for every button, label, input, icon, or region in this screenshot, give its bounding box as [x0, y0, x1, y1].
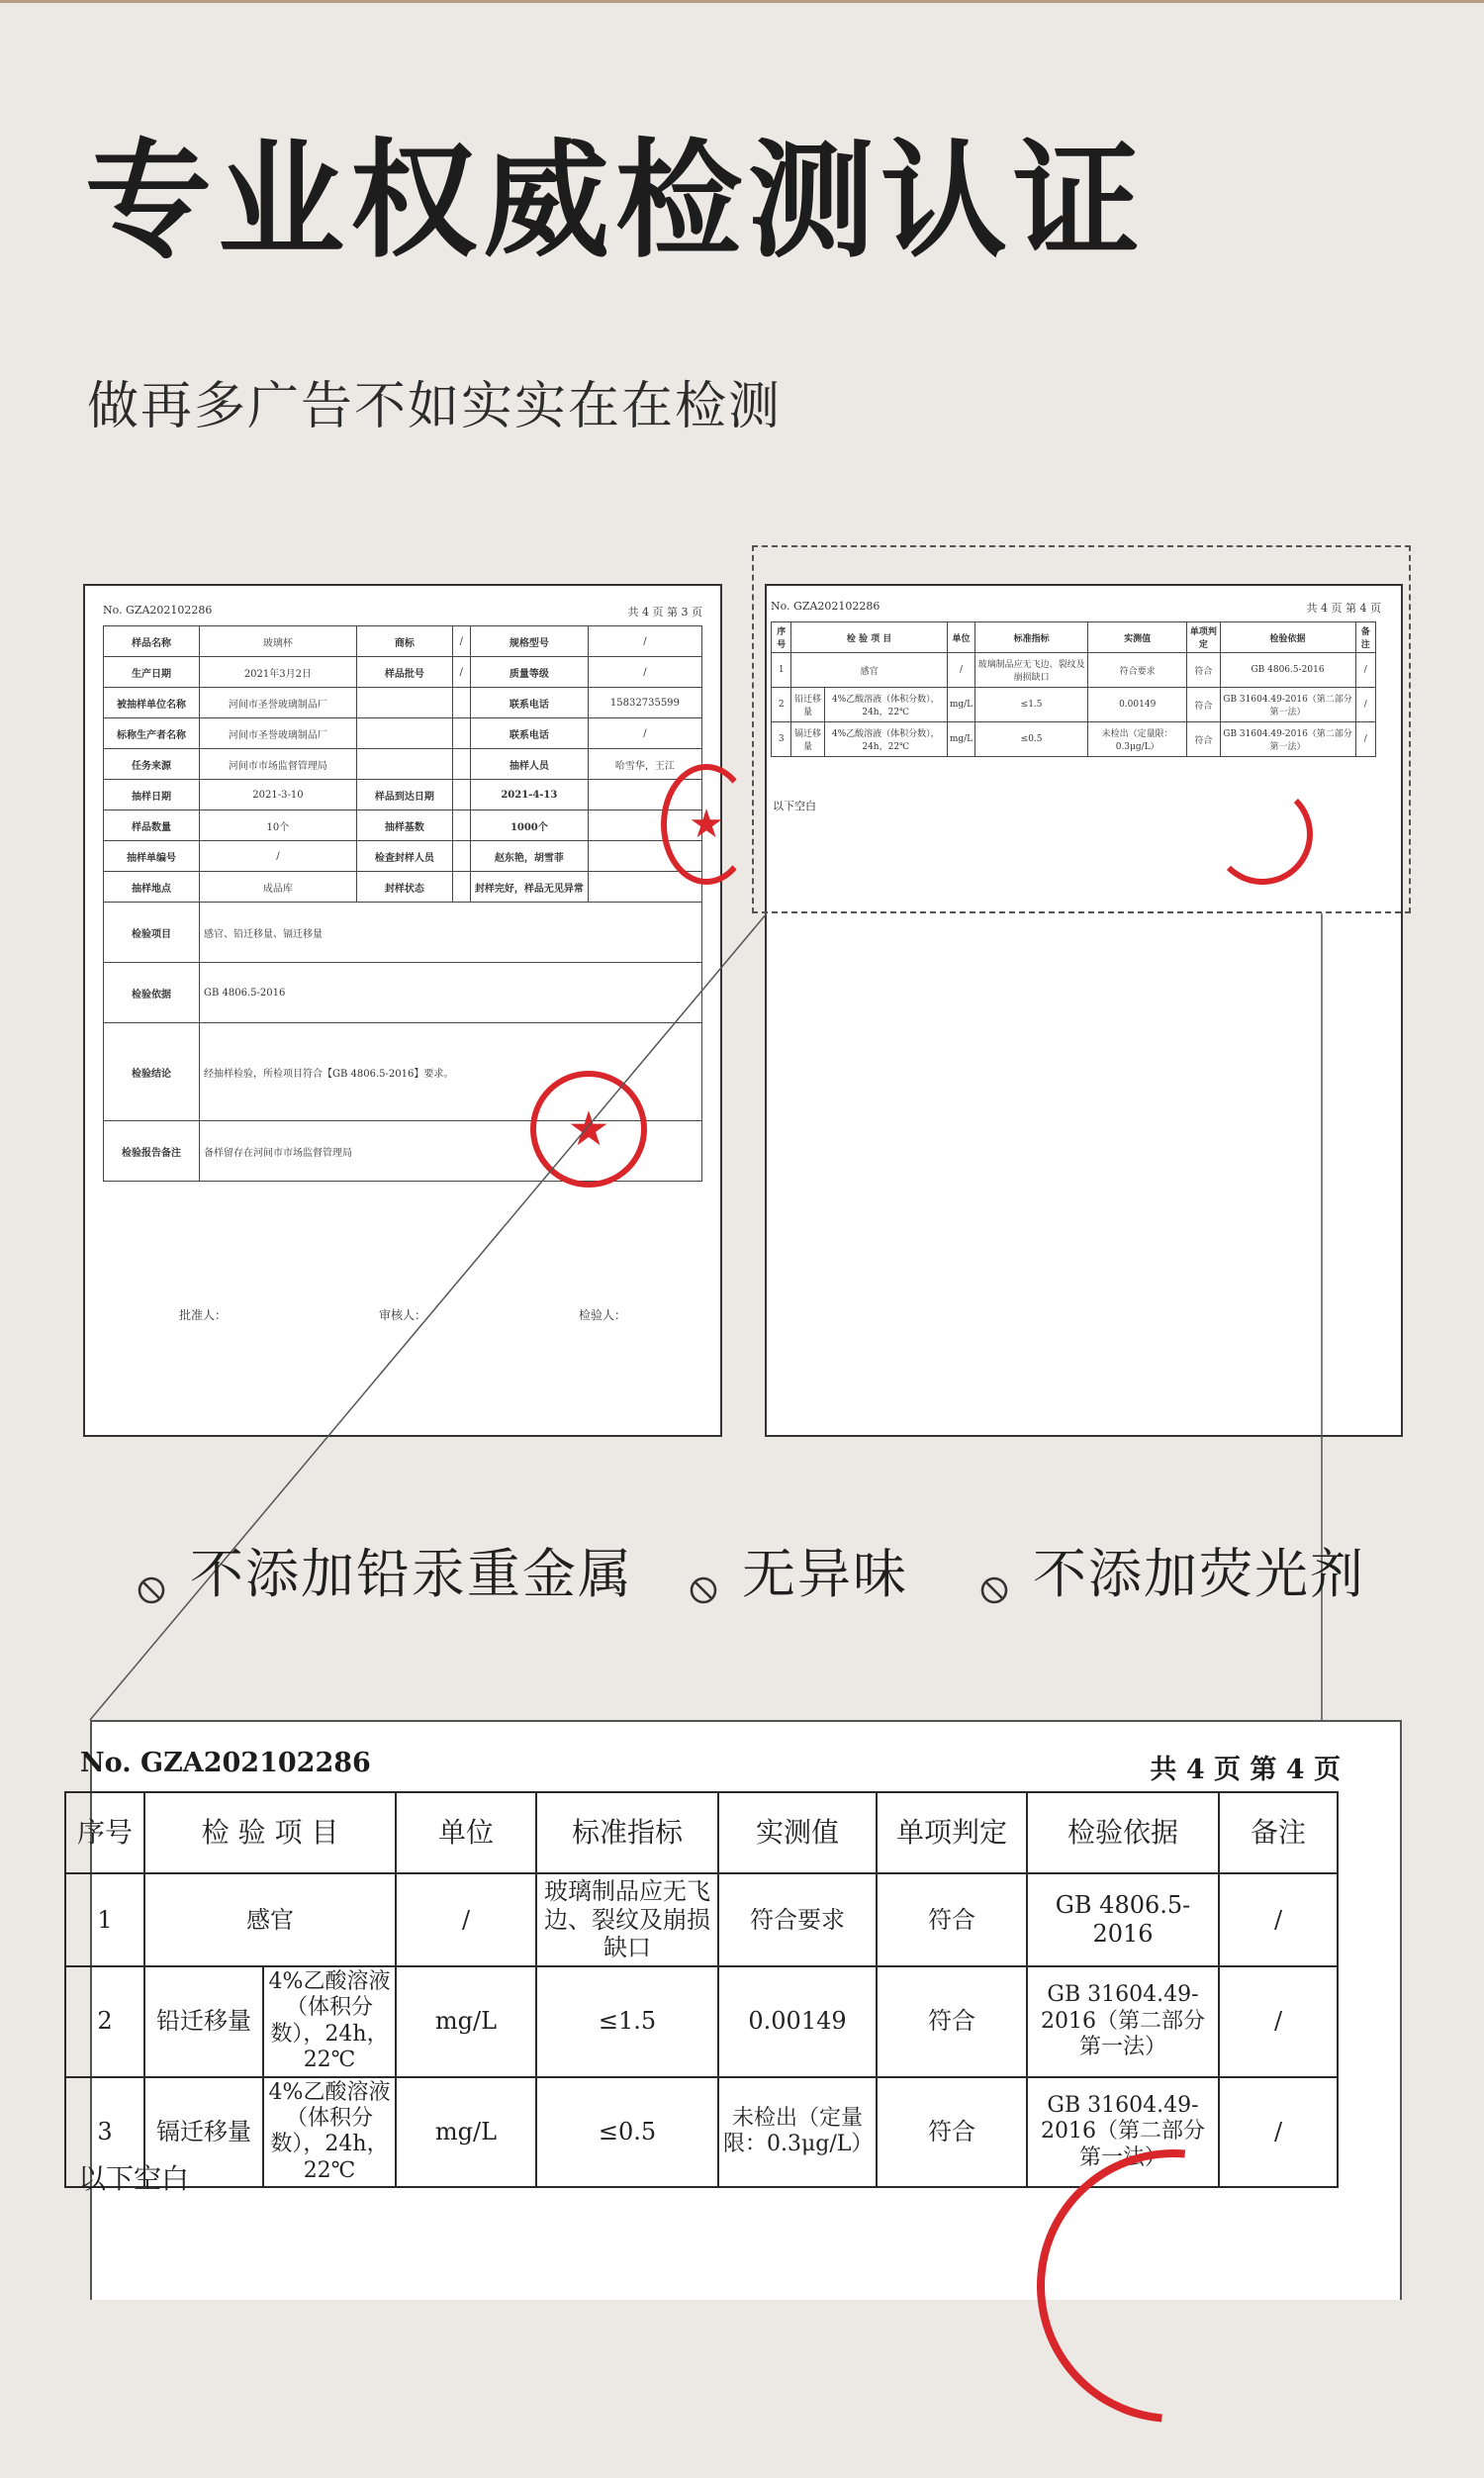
info-row: 检验结论 经抽样检验，所检项目符合【GB 4806.5-2016】要求。: [104, 1023, 702, 1121]
col-header: 标准指标: [975, 622, 1088, 653]
zoomed-report: [76, 1720, 1402, 2300]
info-cell: 联系电话: [470, 688, 588, 718]
page-indicator: 共 4 页 第 4 页: [1306, 602, 1381, 615]
table-cell: 2: [772, 688, 791, 722]
page-subtitle: 做再多广告不如实实在在检测: [87, 377, 783, 436]
feature-label: 不添加荧光剂: [1033, 1543, 1365, 1605]
feature-item: [137, 1532, 633, 1608]
info-cell: /: [452, 657, 470, 688]
col-header: 检验依据: [1220, 622, 1355, 653]
ban-icon: [979, 1556, 1009, 1585]
page-title: 专业权威检测认证: [85, 128, 1147, 275]
table-cell: 感官: [791, 653, 947, 688]
ban-icon: [689, 1556, 718, 1585]
info-cell: 任务来源: [104, 749, 200, 780]
table-row: 3 镉迁移量 4%乙酸溶液（体积分数），24h，22℃ mg/L ≤0.5 未检出（定量限：0.3μg/L） 符合 GB 31604.49-2016（第二部分第一法） /: [65, 2077, 1338, 2188]
info-cell: 2021年3月2日: [200, 657, 357, 688]
info-cell: 河间市圣誉玻璃制品厂: [200, 718, 357, 749]
info-cell: 标称生产者名称: [104, 718, 200, 749]
col-header: 备注: [1219, 1792, 1338, 1873]
table-cell: /: [1355, 688, 1376, 722]
blank-note: 以下空白: [773, 800, 816, 812]
info-cell: 规格型号: [470, 626, 588, 657]
info-cell: /: [200, 841, 357, 872]
info-cell: 商标: [356, 626, 452, 657]
table-cell: 符合: [1187, 722, 1220, 757]
feature-item: [979, 1532, 1365, 1608]
col-header: 检 验 项 目: [144, 1792, 396, 1873]
feature-label: 不添加铅汞重金属: [190, 1543, 633, 1605]
info-cell: 联系电话: [470, 718, 588, 749]
test-results-table: [64, 1791, 1339, 2188]
info-row: 检验报告备注 备样留存在河间市市场监督管理局: [104, 1121, 702, 1182]
info-cell: 2021-3-10: [200, 780, 357, 810]
table-cell: ≤0.5: [975, 722, 1088, 757]
table-cell: 1: [772, 653, 791, 688]
info-cell: 抽样日期: [104, 780, 200, 810]
info-cell: 抽样单编号: [104, 841, 200, 872]
page-indicator: 共 4 页 第 4 页: [1150, 1755, 1341, 1785]
info-cell: 10个: [200, 810, 357, 841]
feature-list: [0, 1532, 1484, 1611]
blank-note: 以下空白: [78, 2162, 190, 2195]
table-cell: 符合: [1187, 688, 1220, 722]
info-cell: 检查封样人员: [356, 841, 452, 872]
info-cell: 2021-4-13: [470, 780, 588, 810]
report-number: No. GZA202102286: [80, 1748, 371, 1778]
table-cell: 符合: [1187, 653, 1220, 688]
table-row: 2 铅迁移量 4%乙酸溶液（体积分数），24h，22℃ mg/L ≤1.5 0.00149 符合 GB 31604.49-2016（第二部分第一法） /: [65, 1966, 1338, 2077]
col-header: 实测值: [718, 1792, 877, 1873]
info-cell: 封样状态: [356, 872, 452, 903]
info-cell: 抽样人员: [470, 749, 588, 780]
info-row: 检验依据 GB 4806.5-2016: [104, 963, 702, 1023]
report-number: No. GZA202102286: [103, 604, 213, 617]
col-header: 单位: [396, 1792, 536, 1873]
info-cell: 样品到达日期: [356, 780, 452, 810]
info-cell: /: [452, 626, 470, 657]
info-cell: /: [588, 626, 701, 657]
col-header: 单位: [947, 622, 974, 653]
table-cell: GB 31604.49-2016（第二部分第一法）: [1220, 722, 1355, 757]
col-header: 序号: [772, 622, 791, 653]
col-header: 标准指标: [536, 1792, 718, 1873]
info-cell: 样品数量: [104, 810, 200, 841]
table-cell: mg/L: [947, 722, 974, 757]
table-cell: 符合要求: [1088, 653, 1187, 688]
table-cell: /: [1355, 722, 1376, 757]
feature-item: [689, 1532, 908, 1608]
info-cell: 赵东艳，胡雪菲: [470, 841, 588, 872]
info-cell: 生产日期: [104, 657, 200, 688]
table-cell: 3: [772, 722, 791, 757]
feature-label: 无异味: [742, 1543, 908, 1605]
table-cell: /: [1355, 653, 1376, 688]
col-header: 备注: [1355, 622, 1376, 653]
col-header: 检验依据: [1027, 1792, 1219, 1873]
official-seal-icon: ★: [530, 1071, 647, 1188]
info-cell: 哈雪华，王江: [588, 749, 701, 780]
zoomed-report-header: [80, 1748, 1341, 1786]
info-cell: 抽样地点: [104, 872, 200, 903]
info-cell: 1000个: [470, 810, 588, 841]
table-cell: GB 4806.5-2016: [1220, 653, 1355, 688]
table-cell: GB 31604.49-2016（第二部分第一法）: [1220, 688, 1355, 722]
col-header: 序号: [65, 1792, 144, 1873]
table-cell: 玻璃制品应无飞边、裂纹及崩损缺口: [975, 653, 1088, 688]
info-cell: 玻璃杯: [200, 626, 357, 657]
info-cell: 15832735599: [588, 688, 701, 718]
page-indicator: 共 4 页 第 3 页: [627, 606, 702, 619]
ban-icon: [137, 1556, 166, 1585]
table-cell: 4%乙酸溶液（体积分数），24h，22℃: [824, 688, 947, 722]
info-cell: 河间市市场监督管理局: [200, 749, 357, 780]
table-row: 1 感官 / 玻璃制品应无飞边、裂纹及崩损缺口 符合要求 符合 GB 4806.5-2016 /: [65, 1873, 1338, 1966]
signer-label: 检验人：: [578, 1308, 626, 1322]
info-cell: 抽样基数: [356, 810, 452, 841]
info-cell: 成品库: [200, 872, 357, 903]
col-header: 实测值: [1088, 622, 1187, 653]
info-cell: /: [588, 657, 701, 688]
info-cell: /: [588, 718, 701, 749]
table-cell: 4%乙酸溶液（体积分数），24h，22℃: [824, 722, 947, 757]
table-cell: 镉迁移量: [791, 722, 824, 757]
table-cell: mg/L: [947, 688, 974, 722]
signer-label: 批准人：: [178, 1308, 227, 1322]
info-cell: 质量等级: [470, 657, 588, 688]
official-seal-icon: ★: [661, 764, 752, 885]
info-cell: 样品批号: [356, 657, 452, 688]
table-cell: 未检出（定量限：0.3μg/L）: [1088, 722, 1187, 757]
table-cell: /: [947, 653, 974, 688]
info-cell: 被抽样单位名称: [104, 688, 200, 718]
info-cell: 样品名称: [104, 626, 200, 657]
col-header: 单项判定: [877, 1792, 1027, 1873]
table-cell: 0.00149: [1088, 688, 1187, 722]
info-cell: 封样完好，样品无见异常: [470, 872, 588, 903]
table-header-row: [65, 1792, 1338, 1873]
report-number: No. GZA202102286: [771, 600, 881, 613]
signer-label: 审核人：: [378, 1308, 426, 1322]
table-cell: 铅迁移量: [791, 688, 824, 722]
info-row: 检验项目 感官、铅迁移量、镉迁移量: [104, 903, 702, 963]
col-header: 单项判定: [1187, 622, 1220, 653]
col-header: 检 验 项 目: [791, 622, 947, 653]
table-cell: ≤1.5: [975, 688, 1088, 722]
info-cell: 河间市圣誉玻璃制品厂: [200, 688, 357, 718]
